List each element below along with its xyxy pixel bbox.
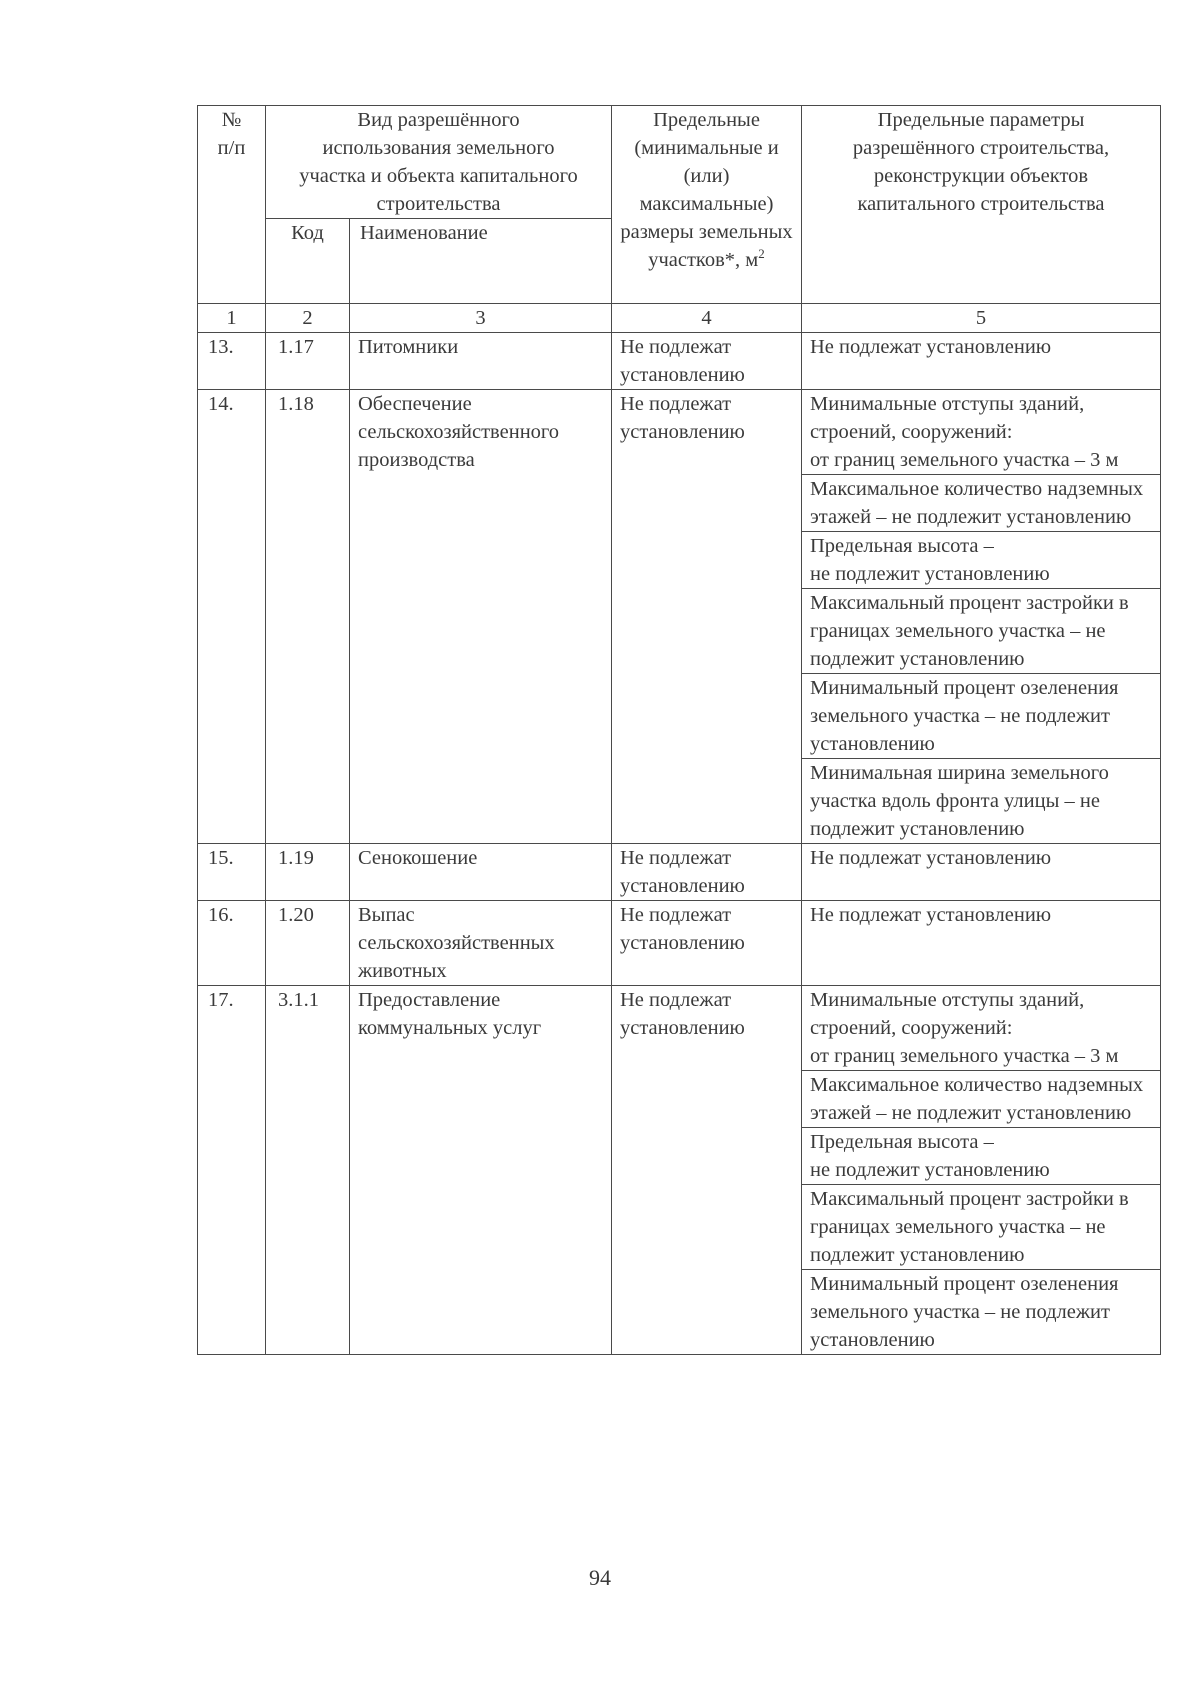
row-number — [198, 986, 266, 1355]
header-permitted-use — [266, 106, 612, 219]
row-code-text: 1.18 — [278, 393, 314, 415]
parameter-entry: Не подлежат установлению — [810, 904, 1052, 926]
column-number: 4 — [612, 304, 802, 333]
row-code-text: 1.17 — [278, 336, 314, 358]
row-size — [612, 333, 802, 390]
row-code — [266, 390, 350, 844]
parameter-entry: Минимальные отступы зданий, строений, сооружений: от границ земельного участка – 3 м — [810, 393, 1119, 471]
row-parameters — [802, 901, 1161, 986]
table-row — [198, 986, 1161, 1355]
column-number: 5 — [802, 304, 1161, 333]
parameter-entry: Минимальная ширина земельного участка вдоль фронта улицы – не подлежит установлению — [802, 758, 1160, 843]
row-name — [350, 901, 612, 986]
parameter-entry: Не подлежат установлению — [810, 847, 1052, 869]
row-number — [198, 901, 266, 986]
page-number: 94 — [589, 1565, 611, 1590]
table-row — [198, 390, 1161, 844]
row-code-text: 1.20 — [278, 904, 314, 926]
header-code — [266, 219, 350, 304]
row-size-text: Не подлежат установлению — [620, 989, 745, 1039]
table-body — [198, 333, 1161, 1355]
row-size-text: Не подлежат установлению — [620, 336, 745, 386]
row-parameters — [802, 986, 1161, 1355]
row-size — [612, 390, 802, 844]
row-name — [350, 986, 612, 1355]
header-name — [350, 219, 612, 304]
header-parameters — [802, 106, 1161, 304]
row-name — [350, 844, 612, 901]
land-use-table — [197, 105, 1161, 1355]
row-number — [198, 333, 266, 390]
row-size-text: Не подлежат установлению — [620, 847, 745, 897]
row-number-text: 13. — [208, 336, 234, 358]
row-size — [612, 986, 802, 1355]
parameter-entry: Минимальный процент озеленения земельного участка – не подлежит установлению — [802, 673, 1160, 758]
header-code-label: Код — [291, 222, 324, 244]
parameter-entry: Максимальное количество надземных этажей – не подлежит установлению — [802, 1070, 1160, 1127]
parameter-entry: Минимальные отступы зданий, строений, сооружений: от границ земельного участка – 3 м — [810, 989, 1119, 1067]
row-name — [350, 390, 612, 844]
parameter-entry: Максимальное количество надземных этажей – не подлежит установлению — [802, 474, 1160, 531]
row-number — [198, 390, 266, 844]
row-number-text: 15. — [208, 847, 234, 869]
row-size — [612, 901, 802, 986]
column-number: 3 — [350, 304, 612, 333]
row-size-text: Не подлежат установлению — [620, 904, 745, 954]
row-name-text: Питомники — [358, 336, 459, 358]
column-number: 2 — [266, 304, 350, 333]
row-name — [350, 333, 612, 390]
row-code — [266, 901, 350, 986]
row-number-text: 17. — [208, 989, 234, 1011]
row-number-text: 14. — [208, 393, 234, 415]
parameter-entry: Максимальный процент застройки в границах земельного участка – не подлежит установлению — [802, 588, 1160, 673]
row-number-text: 16. — [208, 904, 234, 926]
header-plot-sizes — [612, 106, 802, 304]
row-code — [266, 844, 350, 901]
parameter-entry: Предельная высота – не подлежит установлению — [802, 531, 1160, 588]
parameter-entry: Минимальный процент озеленения земельного участка – не подлежит установлению — [802, 1269, 1160, 1354]
row-name-text: Обеспечение сельскохозяйственного производства — [358, 393, 560, 471]
row-size-text: Не подлежат установлению — [620, 393, 745, 443]
table-row — [198, 333, 1161, 390]
column-number: 1 — [198, 304, 266, 333]
row-parameters — [802, 333, 1161, 390]
header-number-label: № п/п — [217, 109, 246, 159]
row-code — [266, 986, 350, 1355]
row-parameters — [802, 390, 1161, 844]
row-code-text: 1.19 — [278, 847, 314, 869]
row-name-text: Выпас сельскохозяйственных животных — [358, 904, 555, 982]
header-plot-sizes-label: Предельные (минимальные и (или) максимальные) размеры земельных участков*, $м^2$ — [620, 109, 793, 271]
header-permitted-use-label: Вид разрешённого использования земельного участка и объекта капитального строительства — [299, 109, 578, 215]
table-row — [198, 901, 1161, 986]
header-name-label: Наименование — [360, 222, 488, 244]
header-parameters-label: Предельные параметры разрешённого строительства, реконструкции объектов капитального строительства — [852, 109, 1110, 215]
row-code-text: 3.1.1 — [278, 989, 319, 1011]
row-parameters — [802, 844, 1161, 901]
parameter-entry: Максимальный процент застройки в границах земельного участка – не подлежит установлению — [802, 1184, 1160, 1269]
row-number — [198, 844, 266, 901]
table-row — [198, 844, 1161, 901]
header-number — [198, 106, 266, 304]
row-name-text: Сенокошение — [358, 847, 478, 869]
row-name-text: Предоставление коммунальных услуг — [358, 989, 542, 1039]
parameter-entry: Не подлежат установлению — [810, 336, 1052, 358]
row-size — [612, 844, 802, 901]
parameter-entry: Предельная высота – не подлежит установлению — [802, 1127, 1160, 1184]
column-numbers-row — [198, 304, 1161, 333]
row-code — [266, 333, 350, 390]
